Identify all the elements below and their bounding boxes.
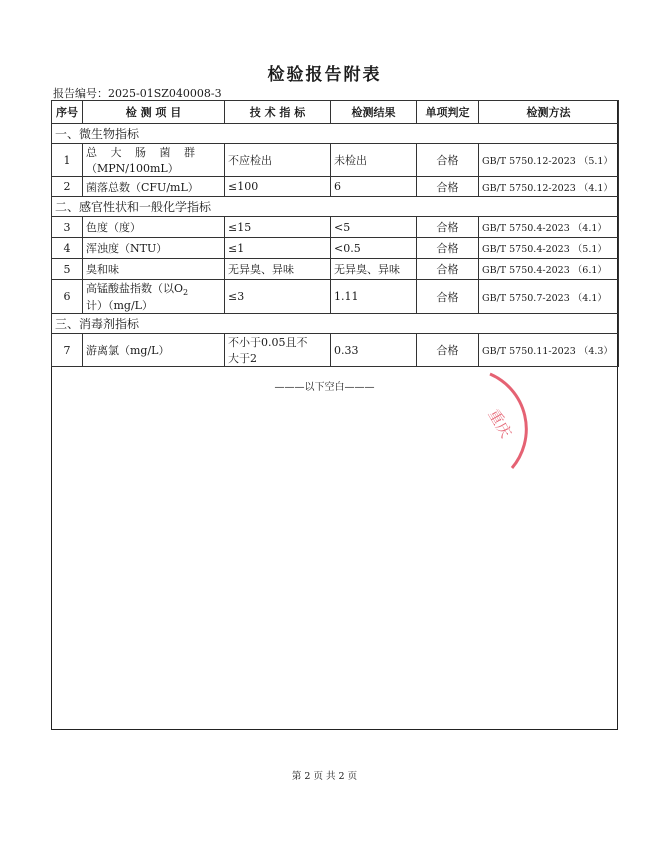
row-judgement: 合格 <box>417 259 479 280</box>
page-footer: 第 2 页 共 2 页 <box>291 771 358 782</box>
row-item: 臭和味 <box>83 259 225 280</box>
row-no: 6 <box>52 280 83 314</box>
row-no: 2 <box>52 177 83 197</box>
header-no: 序号 <box>52 101 83 124</box>
row-item <box>83 280 225 314</box>
row-item-line2: （MPN/100mL） <box>86 162 179 175</box>
seal-text: 重庆 <box>484 406 516 442</box>
row-item-subscript: 2 <box>183 288 189 298</box>
row-result: 1.11 <box>331 280 417 314</box>
row-result: <5 <box>331 217 417 238</box>
row-method: GB/T 5750.12-2023 （5.1） <box>479 144 619 177</box>
row-judgement: 合格 <box>417 280 479 314</box>
table-row <box>52 280 619 314</box>
row-item: 游离氯（mg/L） <box>83 334 225 367</box>
section-row <box>52 197 619 217</box>
row-item: 浑浊度（NTU） <box>83 238 225 259</box>
row-no: 5 <box>52 259 83 280</box>
report-title: 检验报告附表 <box>267 65 382 85</box>
row-no: 1 <box>52 144 83 177</box>
row-result: 6 <box>331 177 417 197</box>
table-row <box>52 177 619 197</box>
row-item <box>83 144 225 177</box>
header-judgement: 单项判定 <box>417 101 479 124</box>
row-judgement: 合格 <box>417 334 479 367</box>
row-result: 无异臭、异味 <box>331 259 417 280</box>
row-spec: 不应检出 <box>225 144 331 177</box>
row-method: GB/T 5750.4-2023 （6.1） <box>479 259 619 280</box>
section-row <box>52 314 619 334</box>
row-no: 4 <box>52 238 83 259</box>
row-judgement: 合格 <box>417 238 479 259</box>
row-judgement: 合格 <box>417 177 479 197</box>
row-method: GB/T 5750.7-2023 （4.1） <box>479 280 619 314</box>
row-item-line2: 计）（mg/L） <box>86 299 153 313</box>
row-spec: ≤100 <box>225 177 331 197</box>
report-number: 报告编号：2025-01SZ040008-3 <box>53 87 222 100</box>
row-method: GB/T 5750.11-2023 （4.3） <box>479 334 619 367</box>
blank-below-note: ———以下空白——— <box>274 382 375 393</box>
row-item: 色度（度） <box>83 217 225 238</box>
row-judgement: 合格 <box>417 217 479 238</box>
row-result: <0.5 <box>331 238 417 259</box>
row-no: 7 <box>52 334 83 367</box>
table-row <box>52 238 619 259</box>
row-result: 0.33 <box>331 334 417 367</box>
official-seal-stamp <box>470 368 580 478</box>
row-spec: ≤1 <box>225 238 331 259</box>
table-header-row <box>52 101 619 124</box>
section-title: 二、感官性状和一般化学指标 <box>52 197 619 217</box>
header-result: 检测结果 <box>331 101 417 124</box>
header-method: 检测方法 <box>479 101 619 124</box>
row-spec <box>225 334 331 367</box>
header-spec: 技 术 指 标 <box>225 101 331 124</box>
section-title: 三、消毒剂指标 <box>52 314 619 334</box>
row-item-line1 <box>86 280 221 297</box>
table-row <box>52 144 619 177</box>
section-title: 一、微生物指标 <box>52 124 619 144</box>
table-row <box>52 259 619 280</box>
section-row <box>52 124 619 144</box>
row-method: GB/T 5750.12-2023 （4.1） <box>479 177 619 197</box>
header-item: 检 测 项 目 <box>83 101 225 124</box>
table-row <box>52 217 619 238</box>
row-method: GB/T 5750.4-2023 （5.1） <box>479 238 619 259</box>
row-spec: 无异臭、异味 <box>225 259 331 280</box>
row-spec: ≤15 <box>225 217 331 238</box>
table-row <box>52 334 619 367</box>
row-result: 未检出 <box>331 144 417 177</box>
row-method: GB/T 5750.4-2023 （4.1） <box>479 217 619 238</box>
results-table <box>51 100 619 367</box>
row-spec-line2: 大于2 <box>228 352 257 366</box>
row-spec: ≤3 <box>225 280 331 314</box>
row-no: 3 <box>52 217 83 238</box>
row-item-line1: 总 大 肠 菌 群 <box>86 146 200 159</box>
row-item-text: 高锰酸盐指数（以O <box>86 282 184 295</box>
row-spec-line1: 不小于0.05且不 <box>228 336 308 350</box>
row-judgement: 合格 <box>417 144 479 177</box>
row-item: 菌落总数（CFU/mL） <box>83 177 225 197</box>
